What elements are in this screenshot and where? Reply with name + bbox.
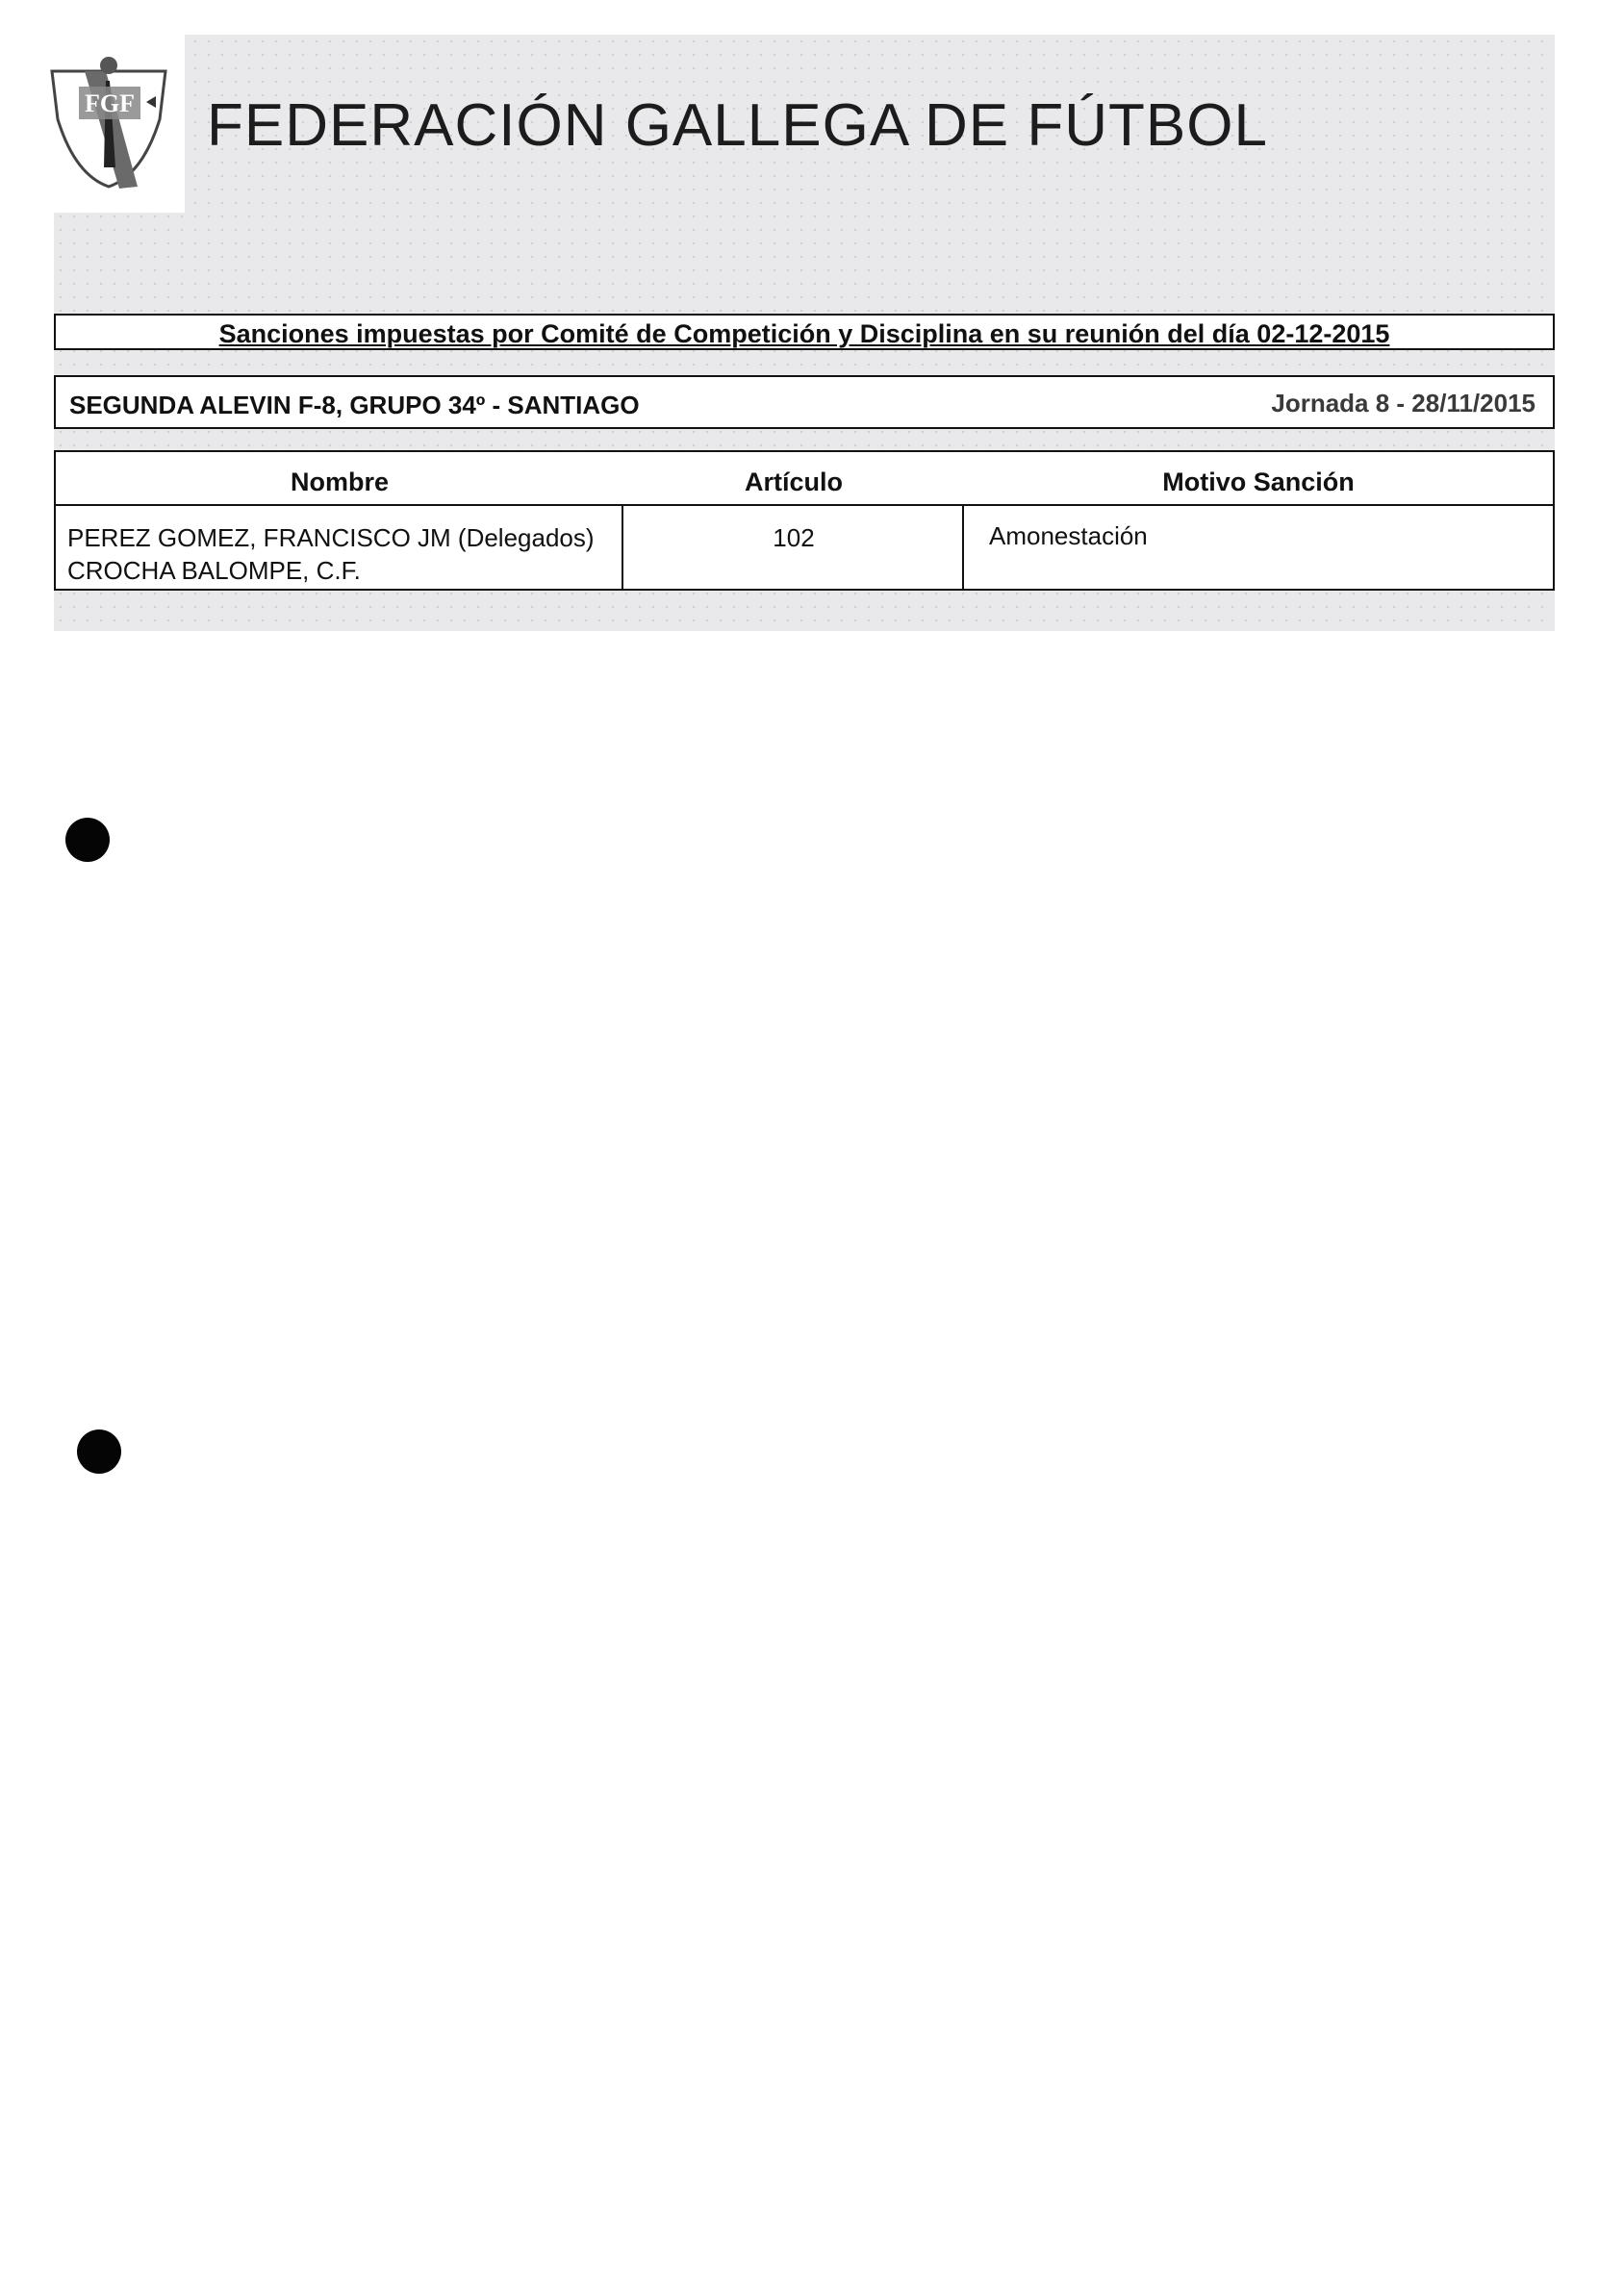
header-divider [56,504,1553,506]
sanciones-title: Sanciones impuestas por Comité de Competición y Disciplina en su reunión del día 02-12-2015 [218,319,1390,348]
column-header-articulo: Artículo [744,468,843,496]
federation-title: FEDERACIÓN GALLEGA DE FÚTBOL [207,92,1268,159]
sanciones-banner [54,314,1555,350]
row-nombre-line1: PEREZ GOMEZ, FRANCISCO JM (Delegados) [67,523,595,552]
sanctions-table [54,450,1555,591]
jornada-date: Jornada 8 - 28/11/2015 [1271,389,1535,417]
svg-text:FGF: FGF [85,89,135,117]
column-header-motivo: Motivo Sanción [1162,468,1355,496]
row-motivo: Amonestación [989,521,1148,550]
fgf-crest-icon [46,52,171,194]
row-articulo: 102 [773,523,815,552]
punch-hole [65,818,110,862]
row-nombre-line2: CROCHA BALOMPE, C.F. [67,556,361,585]
column-header-nombre: Nombre [290,468,389,496]
competition-banner [54,375,1555,429]
logo [33,35,185,213]
punch-hole [77,1429,121,1474]
competition-name: SEGUNDA ALEVIN F-8, GRUPO 34º - SANTIAGO [69,391,640,419]
